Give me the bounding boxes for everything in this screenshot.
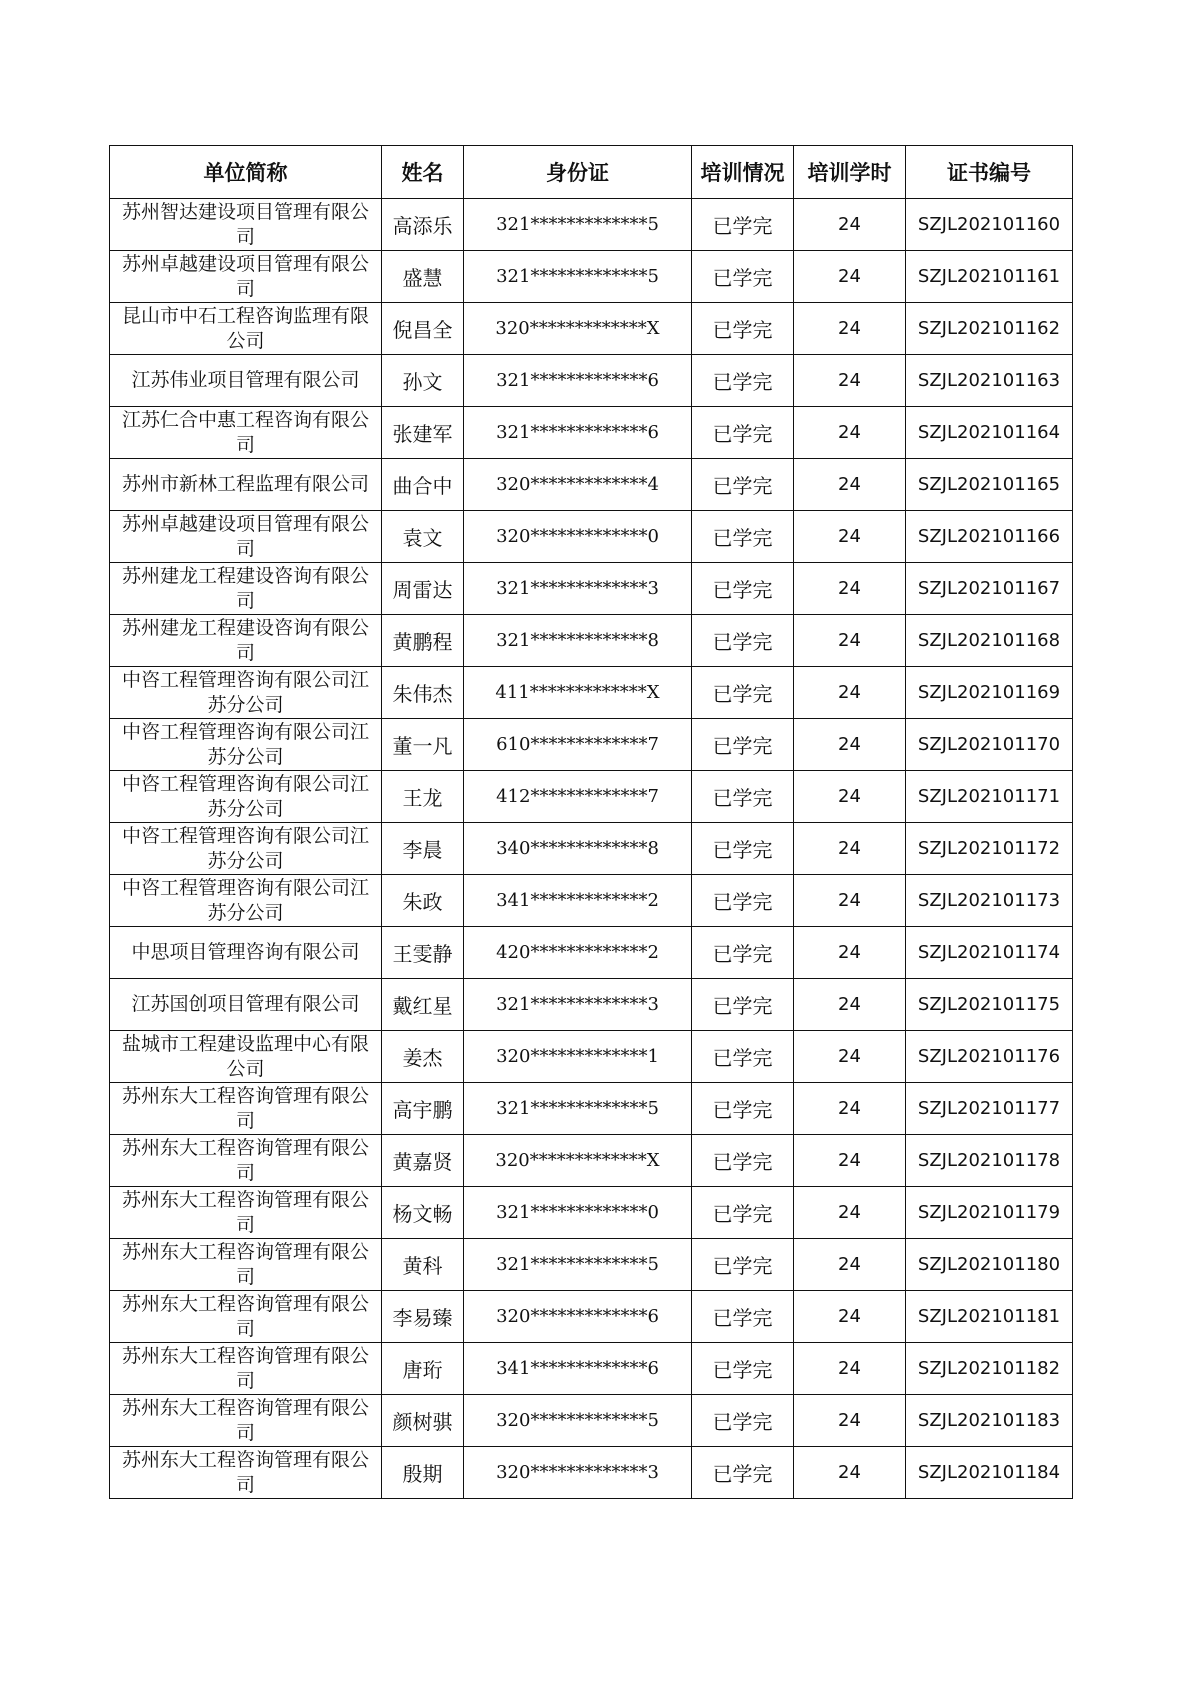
status-cell: 已学完 bbox=[692, 823, 794, 875]
id-cell: 341*************6 bbox=[464, 1343, 692, 1395]
name-cell: 李易臻 bbox=[382, 1291, 464, 1343]
table-row bbox=[110, 355, 1073, 407]
id-cell: 320*************0 bbox=[464, 511, 692, 563]
hours-cell: 24 bbox=[794, 615, 906, 667]
unit-cell: 中咨工程管理咨询有限公司江苏分公司 bbox=[110, 771, 382, 823]
header-row bbox=[110, 146, 1073, 199]
unit-cell: 江苏伟业项目管理有限公司 bbox=[110, 355, 382, 407]
training-record-table bbox=[109, 145, 1073, 1499]
id-cell: 321*************3 bbox=[464, 979, 692, 1031]
unit-cell: 盐城市工程建设监理中心有限公司 bbox=[110, 1031, 382, 1083]
id-cell: 320*************1 bbox=[464, 1031, 692, 1083]
id-cell: 321*************3 bbox=[464, 563, 692, 615]
id-cell: 420*************2 bbox=[464, 927, 692, 979]
name-cell: 盛慧 bbox=[382, 251, 464, 303]
unit-cell: 苏州东大工程咨询管理有限公司 bbox=[110, 1291, 382, 1343]
cert-cell: SZJL202101160 bbox=[906, 199, 1073, 251]
name-cell: 王龙 bbox=[382, 771, 464, 823]
unit-cell: 苏州东大工程咨询管理有限公司 bbox=[110, 1083, 382, 1135]
table-row bbox=[110, 563, 1073, 615]
status-cell: 已学完 bbox=[692, 355, 794, 407]
cert-cell: SZJL202101181 bbox=[906, 1291, 1073, 1343]
unit-cell: 中咨工程管理咨询有限公司江苏分公司 bbox=[110, 875, 382, 927]
header-cert: 证书编号 bbox=[906, 146, 1073, 199]
hours-cell: 24 bbox=[794, 1291, 906, 1343]
id-cell: 320*************X bbox=[464, 1135, 692, 1187]
name-cell: 颜树骐 bbox=[382, 1395, 464, 1447]
hours-cell: 24 bbox=[794, 875, 906, 927]
hours-cell: 24 bbox=[794, 407, 906, 459]
id-cell: 321*************5 bbox=[464, 251, 692, 303]
cert-cell: SZJL202101183 bbox=[906, 1395, 1073, 1447]
name-cell: 高宇鹏 bbox=[382, 1083, 464, 1135]
status-cell: 已学完 bbox=[692, 719, 794, 771]
name-cell: 张建军 bbox=[382, 407, 464, 459]
cert-cell: SZJL202101180 bbox=[906, 1239, 1073, 1291]
hours-cell: 24 bbox=[794, 563, 906, 615]
status-cell: 已学完 bbox=[692, 1135, 794, 1187]
status-cell: 已学完 bbox=[692, 459, 794, 511]
name-cell: 朱伟杰 bbox=[382, 667, 464, 719]
name-cell: 戴红星 bbox=[382, 979, 464, 1031]
status-cell: 已学完 bbox=[692, 875, 794, 927]
hours-cell: 24 bbox=[794, 511, 906, 563]
cert-cell: SZJL202101166 bbox=[906, 511, 1073, 563]
table-row bbox=[110, 1187, 1073, 1239]
hours-cell: 24 bbox=[794, 199, 906, 251]
status-cell: 已学完 bbox=[692, 771, 794, 823]
hours-cell: 24 bbox=[794, 459, 906, 511]
table-row bbox=[110, 1395, 1073, 1447]
table-row bbox=[110, 927, 1073, 979]
hours-cell: 24 bbox=[794, 1343, 906, 1395]
header-hours: 培训学时 bbox=[794, 146, 906, 199]
unit-cell: 中咨工程管理咨询有限公司江苏分公司 bbox=[110, 823, 382, 875]
unit-cell: 中咨工程管理咨询有限公司江苏分公司 bbox=[110, 719, 382, 771]
header-status: 培训情况 bbox=[692, 146, 794, 199]
status-cell: 已学完 bbox=[692, 1447, 794, 1499]
table-header bbox=[110, 146, 1073, 199]
cert-cell: SZJL202101175 bbox=[906, 979, 1073, 1031]
name-cell: 曲合中 bbox=[382, 459, 464, 511]
unit-cell: 江苏国创项目管理有限公司 bbox=[110, 979, 382, 1031]
table-row bbox=[110, 1031, 1073, 1083]
id-cell: 320*************6 bbox=[464, 1291, 692, 1343]
cert-cell: SZJL202101171 bbox=[906, 771, 1073, 823]
header-unit: 单位简称 bbox=[110, 146, 382, 199]
status-cell: 已学完 bbox=[692, 563, 794, 615]
name-cell: 倪昌全 bbox=[382, 303, 464, 355]
id-cell: 321*************5 bbox=[464, 1239, 692, 1291]
hours-cell: 24 bbox=[794, 667, 906, 719]
unit-cell: 苏州建龙工程建设咨询有限公司 bbox=[110, 615, 382, 667]
table-row bbox=[110, 1135, 1073, 1187]
unit-cell: 苏州东大工程咨询管理有限公司 bbox=[110, 1395, 382, 1447]
table-row bbox=[110, 511, 1073, 563]
hours-cell: 24 bbox=[794, 979, 906, 1031]
table-row bbox=[110, 407, 1073, 459]
table-row bbox=[110, 1447, 1073, 1499]
id-cell: 321*************5 bbox=[464, 199, 692, 251]
table-row bbox=[110, 771, 1073, 823]
header-id: 身份证 bbox=[464, 146, 692, 199]
unit-cell: 苏州东大工程咨询管理有限公司 bbox=[110, 1343, 382, 1395]
unit-cell: 苏州卓越建设项目管理有限公司 bbox=[110, 511, 382, 563]
cert-cell: SZJL202101163 bbox=[906, 355, 1073, 407]
status-cell: 已学完 bbox=[692, 615, 794, 667]
hours-cell: 24 bbox=[794, 1135, 906, 1187]
cert-cell: SZJL202101182 bbox=[906, 1343, 1073, 1395]
hours-cell: 24 bbox=[794, 1031, 906, 1083]
table-row bbox=[110, 251, 1073, 303]
unit-cell: 苏州建龙工程建设咨询有限公司 bbox=[110, 563, 382, 615]
hours-cell: 24 bbox=[794, 771, 906, 823]
cert-cell: SZJL202101167 bbox=[906, 563, 1073, 615]
id-cell: 320*************X bbox=[464, 303, 692, 355]
name-cell: 黄科 bbox=[382, 1239, 464, 1291]
unit-cell: 中咨工程管理咨询有限公司江苏分公司 bbox=[110, 667, 382, 719]
header-name: 姓名 bbox=[382, 146, 464, 199]
hours-cell: 24 bbox=[794, 1083, 906, 1135]
table-row bbox=[110, 1343, 1073, 1395]
id-cell: 321*************6 bbox=[464, 407, 692, 459]
cert-cell: SZJL202101172 bbox=[906, 823, 1073, 875]
status-cell: 已学完 bbox=[692, 979, 794, 1031]
table-row bbox=[110, 875, 1073, 927]
cert-cell: SZJL202101174 bbox=[906, 927, 1073, 979]
unit-cell: 苏州东大工程咨询管理有限公司 bbox=[110, 1239, 382, 1291]
name-cell: 殷期 bbox=[382, 1447, 464, 1499]
table-row bbox=[110, 979, 1073, 1031]
hours-cell: 24 bbox=[794, 1239, 906, 1291]
hours-cell: 24 bbox=[794, 719, 906, 771]
name-cell: 孙文 bbox=[382, 355, 464, 407]
cert-cell: SZJL202101176 bbox=[906, 1031, 1073, 1083]
unit-cell: 苏州智达建设项目管理有限公司 bbox=[110, 199, 382, 251]
cert-cell: SZJL202101177 bbox=[906, 1083, 1073, 1135]
table-row bbox=[110, 459, 1073, 511]
hours-cell: 24 bbox=[794, 355, 906, 407]
cert-cell: SZJL202101184 bbox=[906, 1447, 1073, 1499]
cert-cell: SZJL202101165 bbox=[906, 459, 1073, 511]
cert-cell: SZJL202101170 bbox=[906, 719, 1073, 771]
status-cell: 已学完 bbox=[692, 511, 794, 563]
name-cell: 周雷达 bbox=[382, 563, 464, 615]
table-row bbox=[110, 1291, 1073, 1343]
id-cell: 320*************5 bbox=[464, 1395, 692, 1447]
id-cell: 610*************7 bbox=[464, 719, 692, 771]
status-cell: 已学完 bbox=[692, 1395, 794, 1447]
table-row bbox=[110, 719, 1073, 771]
table-row bbox=[110, 303, 1073, 355]
id-cell: 320*************3 bbox=[464, 1447, 692, 1499]
cert-cell: SZJL202101178 bbox=[906, 1135, 1073, 1187]
table-row bbox=[110, 667, 1073, 719]
status-cell: 已学完 bbox=[692, 1343, 794, 1395]
unit-cell: 苏州东大工程咨询管理有限公司 bbox=[110, 1447, 382, 1499]
name-cell: 姜杰 bbox=[382, 1031, 464, 1083]
status-cell: 已学完 bbox=[692, 1187, 794, 1239]
hours-cell: 24 bbox=[794, 1395, 906, 1447]
id-cell: 320*************4 bbox=[464, 459, 692, 511]
name-cell: 王雯静 bbox=[382, 927, 464, 979]
id-cell: 412*************7 bbox=[464, 771, 692, 823]
unit-cell: 苏州东大工程咨询管理有限公司 bbox=[110, 1135, 382, 1187]
id-cell: 321*************8 bbox=[464, 615, 692, 667]
name-cell: 黄嘉贤 bbox=[382, 1135, 464, 1187]
table-row bbox=[110, 615, 1073, 667]
status-cell: 已学完 bbox=[692, 1239, 794, 1291]
hours-cell: 24 bbox=[794, 303, 906, 355]
status-cell: 已学完 bbox=[692, 927, 794, 979]
cert-cell: SZJL202101161 bbox=[906, 251, 1073, 303]
status-cell: 已学完 bbox=[692, 407, 794, 459]
cert-cell: SZJL202101162 bbox=[906, 303, 1073, 355]
status-cell: 已学完 bbox=[692, 667, 794, 719]
table-row bbox=[110, 823, 1073, 875]
id-cell: 321*************5 bbox=[464, 1083, 692, 1135]
name-cell: 朱政 bbox=[382, 875, 464, 927]
id-cell: 411*************X bbox=[464, 667, 692, 719]
hours-cell: 24 bbox=[794, 1187, 906, 1239]
cert-cell: SZJL202101173 bbox=[906, 875, 1073, 927]
name-cell: 高添乐 bbox=[382, 199, 464, 251]
name-cell: 唐珩 bbox=[382, 1343, 464, 1395]
status-cell: 已学完 bbox=[692, 1291, 794, 1343]
cert-cell: SZJL202101179 bbox=[906, 1187, 1073, 1239]
table-body bbox=[110, 199, 1073, 1499]
name-cell: 黄鹏程 bbox=[382, 615, 464, 667]
table-row bbox=[110, 199, 1073, 251]
hours-cell: 24 bbox=[794, 251, 906, 303]
unit-cell: 苏州东大工程咨询管理有限公司 bbox=[110, 1187, 382, 1239]
id-cell: 321*************6 bbox=[464, 355, 692, 407]
table-row bbox=[110, 1239, 1073, 1291]
status-cell: 已学完 bbox=[692, 1031, 794, 1083]
cert-cell: SZJL202101168 bbox=[906, 615, 1073, 667]
name-cell: 袁文 bbox=[382, 511, 464, 563]
name-cell: 李晨 bbox=[382, 823, 464, 875]
id-cell: 340*************8 bbox=[464, 823, 692, 875]
id-cell: 341*************2 bbox=[464, 875, 692, 927]
status-cell: 已学完 bbox=[692, 199, 794, 251]
table-row bbox=[110, 1083, 1073, 1135]
status-cell: 已学完 bbox=[692, 1083, 794, 1135]
cert-cell: SZJL202101169 bbox=[906, 667, 1073, 719]
status-cell: 已学完 bbox=[692, 251, 794, 303]
cert-cell: SZJL202101164 bbox=[906, 407, 1073, 459]
name-cell: 董一凡 bbox=[382, 719, 464, 771]
unit-cell: 中思项目管理咨询有限公司 bbox=[110, 927, 382, 979]
status-cell: 已学完 bbox=[692, 303, 794, 355]
id-cell: 321*************0 bbox=[464, 1187, 692, 1239]
unit-cell: 江苏仁合中惠工程咨询有限公司 bbox=[110, 407, 382, 459]
name-cell: 杨文畅 bbox=[382, 1187, 464, 1239]
hours-cell: 24 bbox=[794, 1447, 906, 1499]
unit-cell: 苏州市新林工程监理有限公司 bbox=[110, 459, 382, 511]
unit-cell: 苏州卓越建设项目管理有限公司 bbox=[110, 251, 382, 303]
hours-cell: 24 bbox=[794, 927, 906, 979]
hours-cell: 24 bbox=[794, 823, 906, 875]
unit-cell: 昆山市中石工程咨询监理有限公司 bbox=[110, 303, 382, 355]
